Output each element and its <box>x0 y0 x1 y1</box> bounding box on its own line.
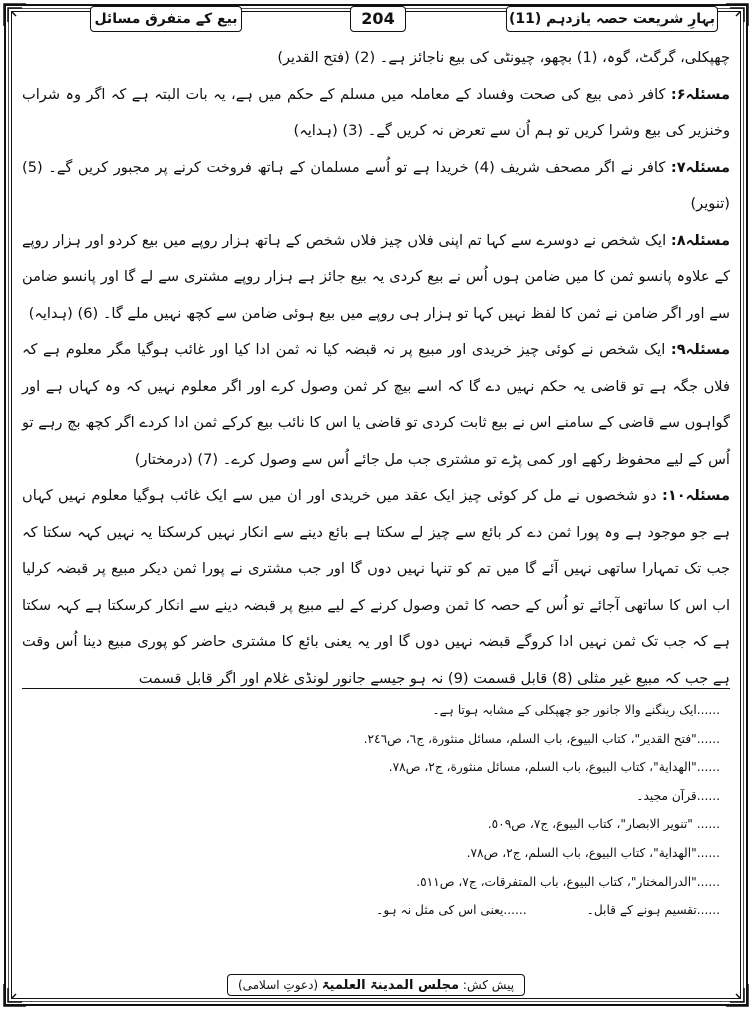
page-number: 204 <box>350 6 406 32</box>
footnote: ......ایک رینگنے والا جانور جو چھپکلی کے مشابہ ہوتا ہے۔ <box>432 703 720 717</box>
footnote: ......تقسیم ہونے کے قابل۔ <box>586 903 720 918</box>
page-header <box>30 6 722 32</box>
masala-paragraph <box>22 77 730 150</box>
footnote: ......"فتح القدير"، كتاب البيوع، باب السلم، مسائل منثورة، ج٦، ص٢٤٦. <box>363 731 720 746</box>
section-title: بیع کے متفرق مسائل <box>90 6 242 32</box>
footnote-pair <box>120 896 720 925</box>
paragraph-text: دو شخصوں نے مل کر کوئی چیز ایک عقد میں خریدی اور ان میں سے ایک غائب ہوگیا معلوم نہیں کہاں ہے جو موجود ہے وہ پورا ثمن دے کر بائع سے چیز لے سکتا ہے بائع دینے سے انکار نہیں کرسکتا یہ نہیں کہہ سکتا کہ جب تک تمہارا ساتھی نہیں آئے گا میں تم کو تنہا نہیں دوں گا اور جب مشتری نے پورا ثمن دیکر مبیع پر قبضہ کرلیا اب اس کا ساتھی آجائے تو اُس کے حصہ کا ثمن وصول کرنے کے لیے مبیع پر قبضہ دینے سے انکار کرسکتا ہے کہہ سکتا ہے کہ جب تک ثمن نہیں ادا کروگے قبضہ نہیں دوں گا اور یہ یعنی بائع کا مشتری حاضر کو پوری مبیع دینا اُس وقت ہے جب کہ مبیع غیر مثلی (8) قابل قسمت (9) نہ ہو جیسے جانور لونڈی غلام اور اگر قابل قسمت <box>22 487 730 687</box>
masala-paragraph <box>22 150 730 223</box>
masala-label: مسئلہ۸: <box>670 231 730 249</box>
publisher-box <box>227 974 525 996</box>
masala-paragraph <box>22 223 730 333</box>
masala-label: مسئلہ۶: <box>670 85 730 103</box>
footer-prefix: پیش کش: <box>462 978 515 992</box>
footnote: ......"الدرالمختار"، كتاب البيوع، باب المتفرقات، ج٧، ص٥١١. <box>416 874 720 889</box>
paragraph-text: ایک شخص نے دوسرے سے کہا تم اپنی فلاں چیز فلاں شخص کے ہاتھ ہزار روپے میں بیع کردو اور ہزار روپے کے علاوہ پانسو ثمن کا میں ضامن ہوں اُس نے بیع کردی یہ بیع جائز ہے ہزار روپے مشتری سے لے گا اور پانسو ضامن سے اور اگر ضامن نے ثمن کا لفظ نہیں کہا تو ہزار ہی روپے میں بیع ہوئی ضامن سے کچھ نہیں ملے گا۔ (6) (ہدایہ) <box>22 231 730 322</box>
page-footer <box>0 974 752 998</box>
footer-suffix: (دعوتِ اسلامی) <box>237 978 319 992</box>
masala-label: مسئلہ۹: <box>670 341 730 358</box>
footnotes <box>120 696 720 925</box>
footnote: ......یعنی اس کی مثل نہ ہو۔ <box>376 903 527 918</box>
masala-paragraph <box>22 332 730 478</box>
paragraph-text: کافر نے اگر مصحف شریف (4) خریدا ہے تو اُسے مسلمان کے ہاتھ فروخت کرنے پر مجبور کریں گے۔ (5) (تنویر) <box>22 158 730 212</box>
corner-ornament-icon <box>2 2 28 28</box>
footnote: ......"الهداية"، كتاب البيوع، باب السلم، مسائل منثورة، ج٢، ص٧٨. <box>388 760 720 775</box>
paragraph <box>22 40 730 77</box>
masala-label: مسئلہ۱۰: <box>661 487 730 504</box>
corner-ornament-icon <box>724 2 750 28</box>
book-title: بہارِ شریعت حصہ یازدہم (11) <box>506 6 718 32</box>
footnote: ...... "تنوير الابصار"، كتاب البيوع، ج٧، ص٥٠٩. <box>487 817 720 832</box>
publisher-name: مجلس المدینۃ العلمیۃ <box>321 978 460 993</box>
main-content <box>22 40 730 697</box>
footnote: ......"الهداية"، كتاب البيوع، باب السلم، ج٢، ص٧٨. <box>466 845 720 860</box>
footnote: ......قرآن مجید۔ <box>636 788 720 803</box>
paragraph-text: چھپکلی، گرگٹ، گوہ، (1) بچھو، چیونٹی کی بیع ناجائز ہے۔ (2) (فتح القدیر) <box>277 49 730 66</box>
paragraph-text: کافر ذمی بیع کی صحت وفساد کے معاملہ میں مسلم کے حکم میں ہے، یہ بات البتہ ہے کہ اگر وہ شراب وخنزیر کی بیع وشرا کریں تو ہم اُن سے تعرض نہ کریں گے۔ (3) (ہدایہ) <box>22 85 730 139</box>
masala-paragraph <box>22 478 730 697</box>
footnote-divider <box>22 688 730 689</box>
masala-label: مسئلہ۷: <box>670 158 730 176</box>
paragraph-text: ایک شخص نے کوئی چیز خریدی اور مبیع پر نہ قبضہ کیا نہ ثمن ادا کیا اور غائب ہوگیا مگر معلوم ہے کہ فلاں جگہ ہے تو قاضی یہ حکم نہیں دے گا کہ اسے بیچ کر ثمن وصول کرے اور اگر معلوم نہیں کہ وہ کہاں ہے اور گواہوں سے قاضی کے سامنے اس نے بیع ثابت کردی تو قاضی یا اس کا نائب بیع کرکے ثمن ادا کردے اگر کچھ بچ رہے تو اُس کے لیے محفوظ رکھے اور کمی پڑے تو مشتری جب مل جائے اُس سے وصول کرے۔ (7) (درمختار) <box>22 341 730 468</box>
